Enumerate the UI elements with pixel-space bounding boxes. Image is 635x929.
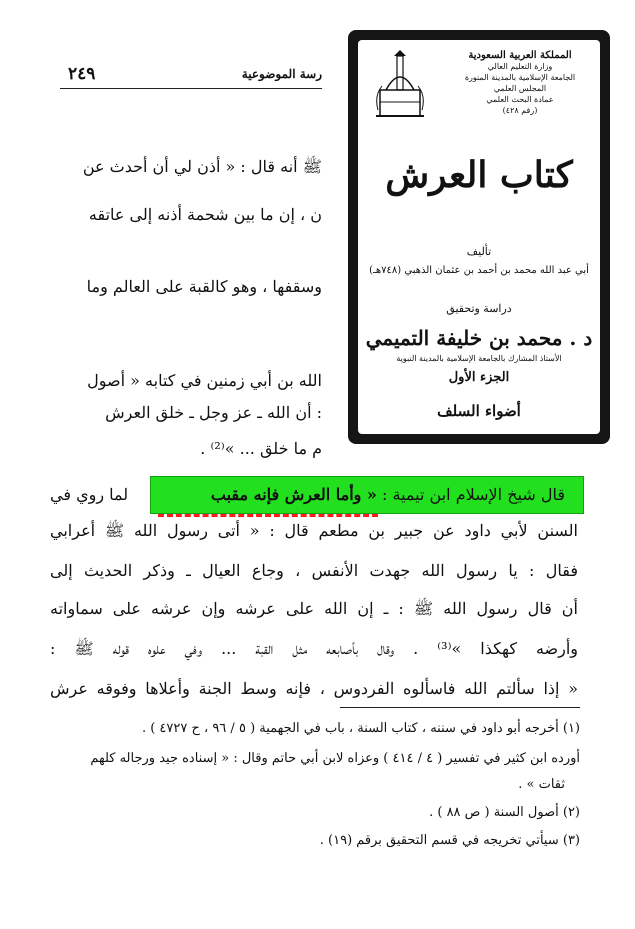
cover-org-line: وزارة التعليم العالي	[487, 62, 553, 71]
body-line: ﷺ أنه قال : « أذن لي أن أحدث عن	[82, 157, 322, 176]
page-number: ٢٤٩	[68, 64, 96, 84]
body-line: ن ، إن ما بين شحمة أذنه إلى عاتقه	[88, 205, 322, 224]
cover-author-label: تأليف	[466, 245, 492, 258]
university-emblem-icon	[372, 50, 428, 120]
body-line: لما روي في	[50, 485, 129, 504]
body-line: « إذا سألتم الله فاسألوه الفردوس ، فإنه وسط الجنة وأعلاها وفوقه عرش	[50, 679, 578, 698]
footnote: (٣) سيأتي تخريجه في قسم التحقيق برقم (١٩) .	[319, 833, 580, 848]
body-line: السنن لأبي داود عن جبير بن مطعم قال : « أتى رسول الله ﷺ أعرابي	[50, 521, 578, 540]
highlight-prefix: قال شيخ الإسلام ابن تيمية :	[376, 485, 565, 504]
body-line: م ما خلق ... »⁽²⁾ .	[200, 439, 322, 458]
body-line: الله بن أبي زمنين في كتابه « أصول	[87, 371, 322, 390]
footnote: ثقات » .	[518, 777, 565, 792]
cover-org-line: (رقم ٤٢٨)	[502, 106, 538, 115]
cover-publisher: أضواء السلف	[437, 402, 521, 420]
cover-editor-title: الأستاذ المشارك بالجامعة الإسلامية بالمدينة النبوية	[396, 354, 562, 363]
cover-study-label: دراسة وتحقيق	[446, 302, 512, 315]
cover-volume: الجزء الأول	[448, 370, 510, 385]
body-line: فقال : يا رسول الله جهدت الأنفس ، وجاع العيال ـ وذكر الحديث إلى	[50, 561, 578, 580]
book-cover-page	[358, 40, 600, 434]
page-header	[60, 64, 322, 86]
book-cover-image	[348, 30, 610, 444]
cover-organization	[450, 50, 590, 116]
body-line: وسقفها ، وهو كالقبة على العالم وما	[86, 277, 322, 296]
body-line: : أن الله ـ عز وجل ـ خلق العرش	[105, 403, 322, 422]
footnote-divider	[340, 707, 580, 708]
footnote: أورده ابن كثير في تفسير ( ٤ / ٤١٤ ) وعزاه لابن أبي حاتم وقال : « إسناده جيد ورجاله كلهم	[90, 751, 580, 766]
running-title: رسة الموضوعية	[241, 67, 322, 81]
cover-editor: د . محمد بن خليفة التميمي	[365, 326, 593, 350]
cover-author: أبي عبد الله محمد بن أحمد بن عثمان الذهبي (٧٤٨هـ)	[369, 265, 589, 276]
cover-org-main: المملكة العربية السعودية	[468, 50, 572, 61]
cover-org-line: الجامعة الإسلامية بالمدينة المنورة	[464, 73, 576, 82]
footnote: (٢) أصول السنة ( ص ٨٨ ) .	[429, 805, 580, 820]
cover-title: كتاب العرش	[385, 154, 573, 196]
footnote: (١) أخرجه أبو داود في سننه ، كتاب السنة ، باب في الجهمية ( ٥ / ٩٦ ، ح ٤٧٢٧ ) .	[141, 721, 580, 736]
highlight-quote: « وأما العرش فإنه مقبب	[210, 485, 377, 504]
cover-org-line: المجلس العلمي	[493, 84, 547, 93]
body-line: وأرضه كهكذا »⁽³⁾ . وقال بأصابعه مثل القبة ... وفي علوه قوله ﷺ :	[50, 639, 578, 658]
header-divider	[60, 88, 322, 89]
cover-org-line: عمادة البحث العلمي	[486, 95, 554, 104]
highlight-annotation[interactable]	[150, 476, 584, 514]
body-line: أن قال رسول الله ﷺ : ـ إن الله على عرشه وإن عرشه على سماواته	[50, 599, 578, 618]
